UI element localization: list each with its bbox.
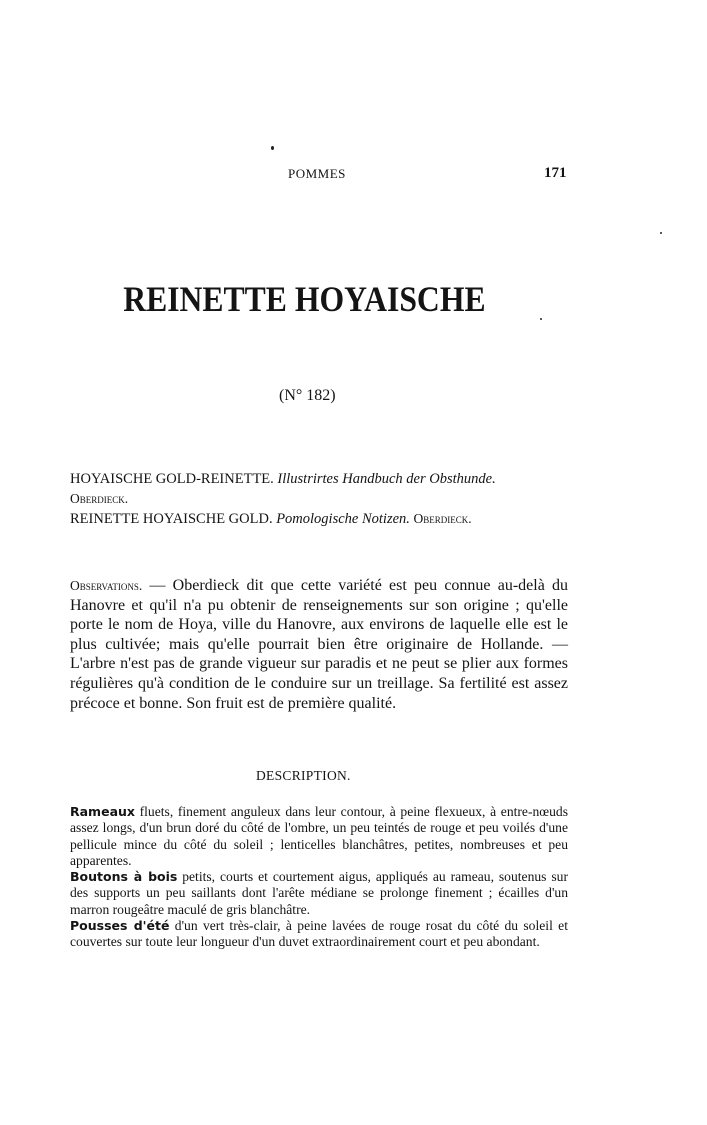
description-paragraph (70, 869, 568, 918)
description-text: fluets, finement anguleux dans leur contour, à peine flexueux, à entre-nœuds assez longs, d'un brun doré du côté de l'ombre, un peu teintés de rouge et peu voilés d'une pellicule mince du côté du soleil ; lenticelles blanchâtres, petites, nombreuses et peu apparentes. (70, 804, 568, 868)
synonym-source: Pomologische Notizen. (276, 511, 410, 527)
description-block (70, 804, 568, 951)
description-term: Pousses d'été (70, 918, 170, 934)
description-text: petits, courts et courtement aigus, appliqués au rameau, soutenus sur des supports un peu saillants dont l'arête médiane se prolonge finement ; écailles d'un marron rougeâtre maculé de gris blanchâtre. (70, 869, 568, 917)
ink-speck (660, 232, 662, 234)
synonym-source: Illustrirtes Handbuch der Obsthunde. (277, 471, 496, 487)
page-title: REINETTE HOYAISCHE (123, 279, 486, 319)
observations-paragraph (70, 576, 568, 713)
synonym-entry (70, 509, 570, 529)
variety-number: (N° 182) (279, 387, 336, 404)
description-paragraph (70, 804, 568, 869)
description-term: Rameaux (70, 804, 135, 819)
synonym-entry (70, 470, 570, 509)
running-head: POMMES (288, 166, 346, 181)
description-paragraph (70, 918, 568, 951)
description-text: d'un vert très-clair, à peine lavées de rouge rosat du côté du soleil et couvertes sur toute leur longueur d'un duvet extraordinairement court et peu abondant. (70, 918, 568, 950)
description-heading: DESCRIPTION. (256, 768, 351, 783)
synonym-name: HOYAISCHE GOLD-REINETTE. (70, 471, 274, 487)
observations-text: — Oberdieck dit que cette variété est peu connue au-delà du Hanovre et qu'il n'a pu obtenir de renseignements sur son origine ; qu'elle porte le nom de Hoya, ville du Hanovre, aux environs de laquelle elle est le plus cultivée; mais qu'elle pourrait bien être originaire de Hollande. — L'arbre n'est pas de grande vigueur sur paradis et ne peut se plier aux formes régulières qu'à condition de le conduire sur un treillage. Sa fertilité est assez précoce et bonne. Son fruit est de première qualité. (70, 577, 568, 712)
synonym-name: REINETTE HOYAISCHE GOLD. (70, 511, 273, 527)
synonym-author: Oberdieck. (70, 491, 129, 506)
description-term: Boutons à bois (70, 869, 178, 885)
ink-speck (271, 146, 274, 150)
synonym-author: Oberdieck. (413, 511, 472, 526)
page-number: 171 (544, 165, 567, 181)
synonyms-block (70, 470, 570, 529)
observations-label: Observations. (70, 578, 143, 593)
